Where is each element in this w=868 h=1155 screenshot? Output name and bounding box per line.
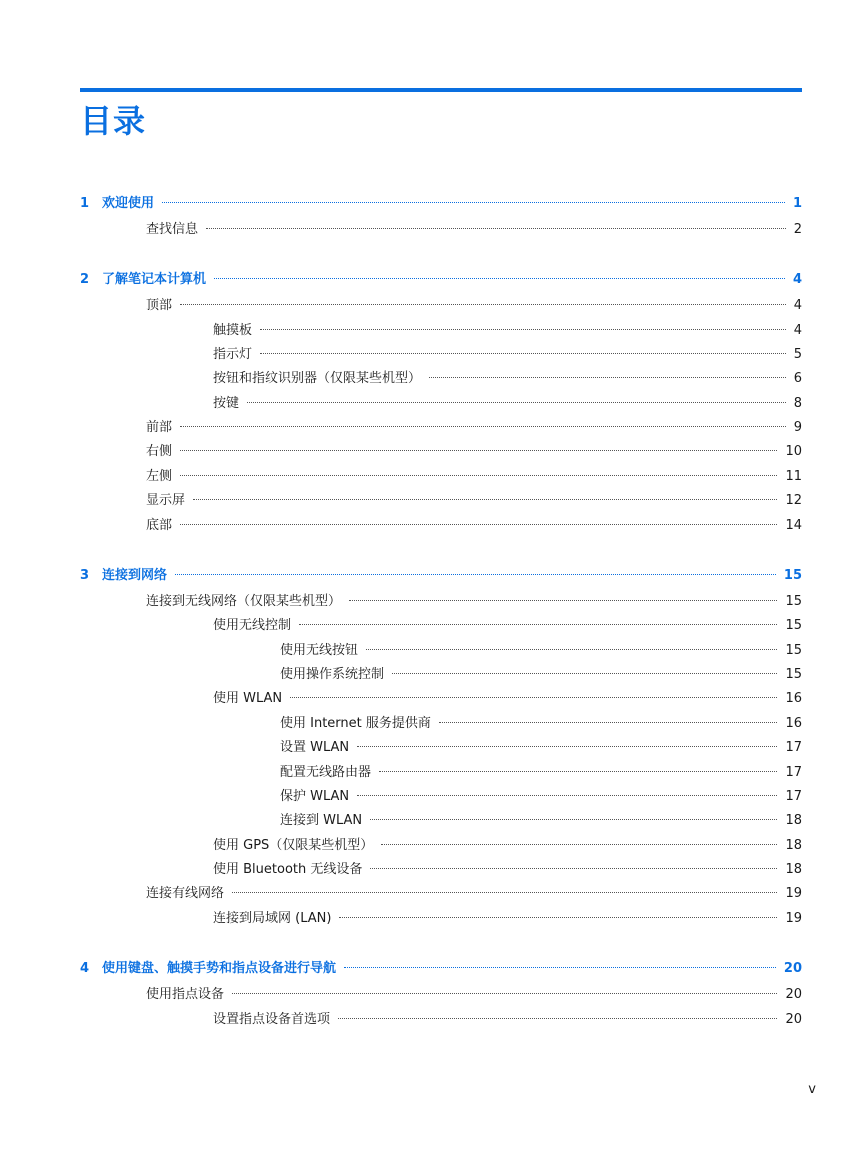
toc-entry[interactable] bbox=[213, 689, 802, 709]
toc-entry-label: 配置无线路由器 bbox=[280, 765, 372, 780]
toc-entry-page: 6 bbox=[793, 371, 802, 386]
toc-entry[interactable] bbox=[146, 592, 802, 612]
dot-leader bbox=[429, 377, 786, 378]
page-number: v bbox=[808, 1082, 816, 1097]
dot-leader bbox=[349, 600, 777, 601]
toc-entry-page: 15 bbox=[783, 568, 802, 583]
dot-leader bbox=[214, 278, 785, 279]
toc-entry[interactable] bbox=[213, 1010, 802, 1030]
toc-entry-label: 使用 WLAN bbox=[213, 691, 283, 706]
dot-leader bbox=[338, 1018, 777, 1019]
toc-entry-label: 保护 WLAN bbox=[280, 789, 350, 804]
toc-entry-page: 9 bbox=[793, 420, 802, 435]
toc-entry[interactable] bbox=[213, 394, 802, 414]
toc-entry[interactable] bbox=[146, 418, 802, 438]
toc-entry[interactable] bbox=[213, 369, 802, 389]
toc-entry-page: 15 bbox=[785, 643, 802, 658]
toc-entry-page: 20 bbox=[785, 1012, 802, 1027]
dot-leader bbox=[247, 402, 786, 403]
toc-entry[interactable] bbox=[213, 616, 802, 636]
toc-entry-label: 连接有线网络 bbox=[146, 886, 225, 901]
toc-entry-page: 18 bbox=[785, 862, 802, 877]
chapter-number: 3 bbox=[80, 568, 90, 583]
toc-entry[interactable] bbox=[213, 909, 802, 929]
toc-entry-label: 了解笔记本计算机 bbox=[102, 272, 207, 287]
chapter-number: 2 bbox=[80, 272, 90, 287]
toc-entry-page: 12 bbox=[785, 493, 802, 508]
dot-leader bbox=[381, 844, 777, 845]
dot-leader bbox=[299, 624, 777, 625]
toc-entry[interactable] bbox=[146, 985, 802, 1005]
toc-entry-page: 19 bbox=[785, 886, 802, 901]
toc-entry[interactable] bbox=[213, 345, 802, 365]
toc-entry-page: 5 bbox=[793, 347, 802, 362]
toc-entry[interactable] bbox=[280, 811, 802, 831]
dot-leader bbox=[180, 304, 786, 305]
toc-entry-label: 连接到网络 bbox=[102, 568, 168, 583]
dot-leader bbox=[357, 746, 777, 747]
toc-entry[interactable] bbox=[280, 714, 802, 734]
dot-leader bbox=[206, 228, 786, 229]
toc-entry-page: 20 bbox=[785, 987, 802, 1002]
dot-leader bbox=[180, 450, 777, 451]
toc-entry-label: 前部 bbox=[146, 420, 173, 435]
page-title: 目录 bbox=[80, 102, 147, 140]
toc-entry-label: 底部 bbox=[146, 518, 173, 533]
dot-leader bbox=[180, 426, 786, 427]
dot-leader bbox=[175, 574, 776, 575]
toc-entry-page: 4 bbox=[793, 298, 802, 313]
toc-entry-page: 11 bbox=[785, 469, 802, 484]
toc-entry-page: 16 bbox=[785, 716, 802, 731]
toc-entry[interactable] bbox=[146, 467, 802, 487]
dot-leader bbox=[339, 917, 777, 918]
chapter-number: 4 bbox=[80, 961, 90, 976]
toc-entry[interactable] bbox=[280, 763, 802, 783]
toc-entry-label: 指示灯 bbox=[213, 347, 253, 362]
toc-entry-page: 4 bbox=[792, 272, 802, 287]
toc-entry-label: 使用操作系统控制 bbox=[280, 667, 385, 682]
dot-leader bbox=[232, 892, 777, 893]
toc-entry-label: 设置指点设备首选项 bbox=[213, 1012, 331, 1027]
toc-entry-page: 10 bbox=[785, 444, 802, 459]
dot-leader bbox=[344, 967, 776, 968]
toc-entry-label: 右侧 bbox=[146, 444, 173, 459]
toc-entry-label: 使用无线按钮 bbox=[280, 643, 359, 658]
toc-chapter-entry[interactable] bbox=[102, 566, 802, 586]
toc-entry-label: 按键 bbox=[213, 396, 240, 411]
toc-entry-page: 18 bbox=[785, 838, 802, 853]
toc-entry-page: 17 bbox=[785, 740, 802, 755]
dot-leader bbox=[370, 819, 777, 820]
toc-entry-page: 14 bbox=[785, 518, 802, 533]
toc-entry-label: 欢迎使用 bbox=[102, 196, 155, 211]
toc-entry-page: 15 bbox=[785, 594, 802, 609]
toc-entry-page: 15 bbox=[785, 618, 802, 633]
toc-entry[interactable] bbox=[146, 516, 802, 536]
dot-leader bbox=[180, 524, 777, 525]
toc-entry-page: 17 bbox=[785, 789, 802, 804]
dot-leader bbox=[357, 795, 777, 796]
toc-entry-label: 查找信息 bbox=[146, 222, 199, 237]
toc-entry-label: 连接到局域网 (LAN) bbox=[213, 911, 332, 926]
toc-entry-label: 左侧 bbox=[146, 469, 173, 484]
toc-entry-label: 连接到无线网络（仅限某些机型） bbox=[146, 594, 342, 609]
dot-leader bbox=[392, 673, 777, 674]
toc-entry[interactable] bbox=[146, 884, 802, 904]
dot-leader bbox=[290, 697, 777, 698]
toc-entry-page: 8 bbox=[793, 396, 802, 411]
toc-entry[interactable] bbox=[280, 665, 802, 685]
toc-entry-label: 使用无线控制 bbox=[213, 618, 292, 633]
toc-entry[interactable] bbox=[146, 296, 802, 316]
toc-entry-label: 使用 GPS（仅限某些机型） bbox=[213, 838, 374, 853]
toc-entry[interactable] bbox=[280, 787, 802, 807]
toc-entry-label: 设置 WLAN bbox=[280, 740, 350, 755]
toc-entry[interactable] bbox=[146, 220, 802, 240]
toc-chapter-entry[interactable] bbox=[102, 270, 802, 290]
toc-entry-page: 15 bbox=[785, 667, 802, 682]
toc-entry[interactable] bbox=[280, 641, 802, 661]
dot-leader bbox=[232, 993, 777, 994]
dot-leader bbox=[370, 868, 777, 869]
dot-leader bbox=[379, 771, 777, 772]
toc-entry-page: 16 bbox=[785, 691, 802, 706]
toc-entry-page: 19 bbox=[785, 911, 802, 926]
toc-entry-label: 按钮和指纹识别器（仅限某些机型） bbox=[213, 371, 422, 386]
toc-entry-label: 使用指点设备 bbox=[146, 987, 225, 1002]
dot-leader bbox=[260, 329, 786, 330]
toc-entry[interactable] bbox=[213, 321, 802, 341]
toc-entry[interactable] bbox=[280, 738, 802, 758]
dot-leader bbox=[439, 722, 778, 723]
toc-chapter-entry[interactable] bbox=[102, 194, 802, 214]
toc-entry-label: 顶部 bbox=[146, 298, 173, 313]
toc-entry-label: 使用 Internet 服务提供商 bbox=[280, 716, 431, 731]
dot-leader bbox=[260, 353, 786, 354]
dot-leader bbox=[180, 475, 777, 476]
toc-entry-page: 4 bbox=[793, 323, 802, 338]
toc-entry-page: 2 bbox=[793, 222, 802, 237]
dot-leader bbox=[366, 649, 777, 650]
toc-entry-label: 使用键盘、触摸手势和指点设备进行导航 bbox=[102, 961, 337, 976]
toc-entry[interactable] bbox=[146, 442, 802, 462]
toc-entry-page: 18 bbox=[785, 813, 802, 828]
toc-entry-label: 使用 Bluetooth 无线设备 bbox=[213, 862, 363, 877]
toc-entry[interactable] bbox=[213, 860, 802, 880]
toc-entry[interactable] bbox=[146, 491, 802, 511]
dot-leader bbox=[162, 202, 785, 203]
toc-entry-label: 连接到 WLAN bbox=[280, 813, 363, 828]
toc-entry-label: 触摸板 bbox=[213, 323, 253, 338]
toc-entry-page: 1 bbox=[792, 196, 802, 211]
toc-entry[interactable] bbox=[213, 836, 802, 856]
toc-chapter-entry[interactable] bbox=[102, 959, 802, 979]
toc-entry-page: 17 bbox=[785, 765, 802, 780]
dot-leader bbox=[193, 499, 777, 500]
toc-entry-page: 20 bbox=[783, 961, 802, 976]
toc-entry-label: 显示屏 bbox=[146, 493, 186, 508]
chapter-number: 1 bbox=[80, 196, 90, 211]
